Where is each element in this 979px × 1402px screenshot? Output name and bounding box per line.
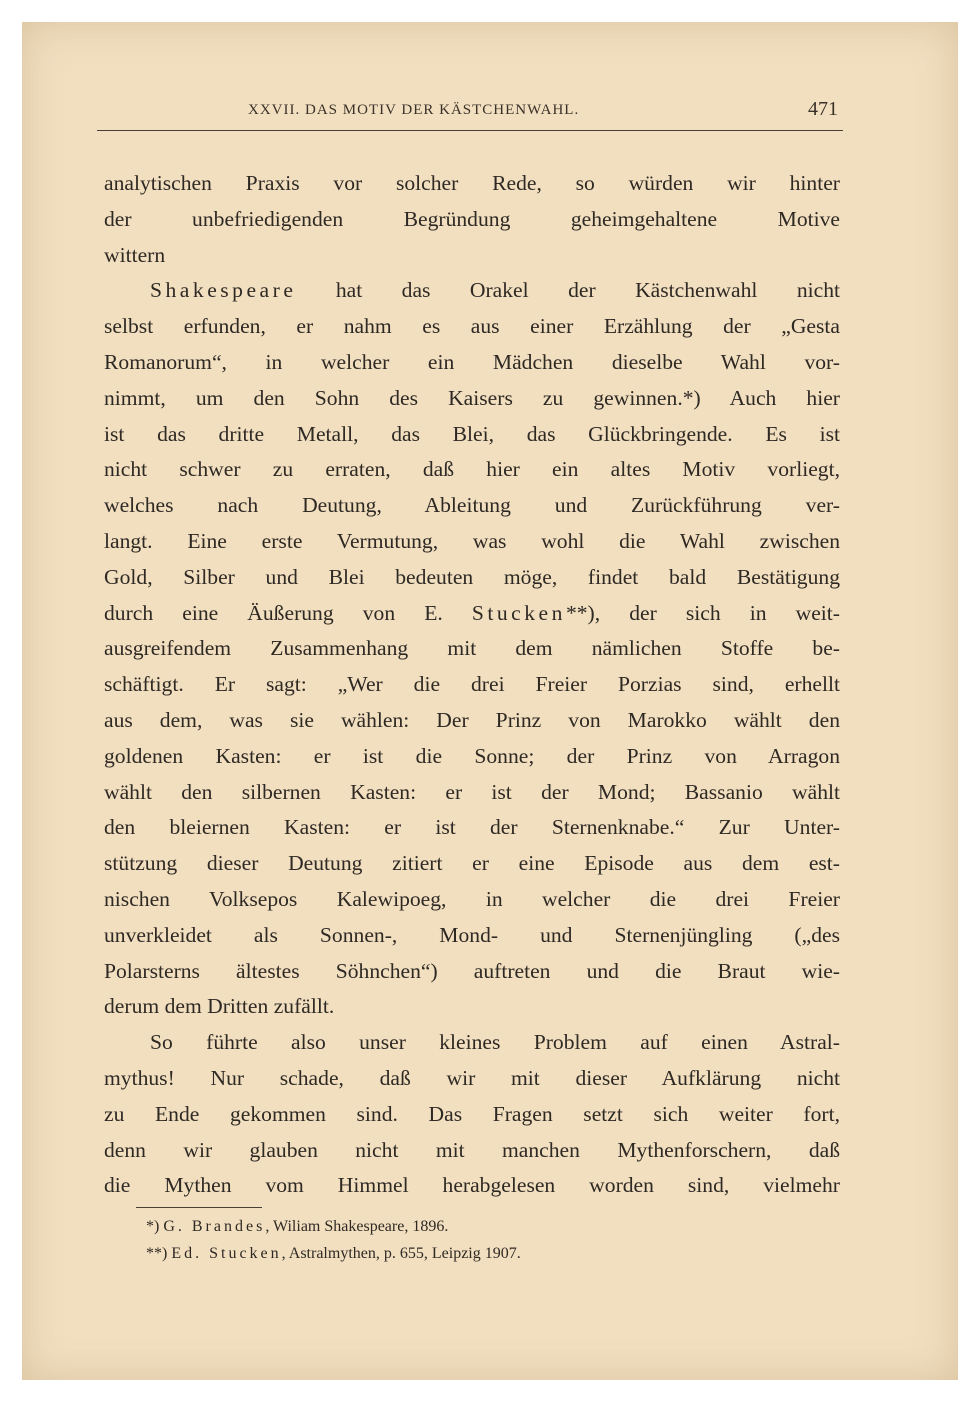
text-line: wählt den silbernen Kasten: er ist der Mond; Bassanio wählt bbox=[104, 779, 840, 804]
text-line: derum dem Dritten zufällt. bbox=[104, 994, 335, 1019]
text-line: analytischen Praxis vor solcher Rede, so würden wir hinter bbox=[104, 171, 840, 195]
text-segment: hat das Orakel der Kästchenwahl nicht bbox=[296, 278, 840, 303]
text-line: die Mythen vom Himmel herabgelesen worden sind, vielmehr bbox=[104, 1173, 840, 1198]
text-line: Gold, Silber und Blei bedeuten möge, findet bald Bestätigung bbox=[104, 564, 840, 589]
text-segment: durch eine Äußerung von E. bbox=[104, 600, 472, 625]
footnote-text: , Astralmythen, p. 655, Leipzig 1907. bbox=[281, 1245, 521, 1262]
text-line: unverkleidet als Sonnen-, Mond- und Sternenjüngling („des bbox=[104, 922, 840, 947]
text-line: goldenen Kasten: er ist die Sonne; der Prinz von Arragon bbox=[104, 743, 840, 768]
text-segment: **), der sich in weit- bbox=[565, 600, 840, 625]
footnote-marker: *) bbox=[146, 1218, 160, 1235]
text-line: aus dem, was sie wählen: Der Prinz von Marokko wählt den bbox=[104, 707, 840, 732]
text-line: mythus! Nur schade, daß wir mit dieser Aufklärung nicht bbox=[104, 1065, 840, 1090]
footnote-text: , Wiliam Shakespeare, 1896. bbox=[265, 1218, 449, 1235]
text-line: Romanorum“, in welcher ein Mädchen dieselbe Wahl vor- bbox=[104, 349, 840, 374]
text-line: selbst erfunden, er nahm es aus einer Erzählung der „Gesta bbox=[104, 314, 840, 339]
body-text bbox=[104, 166, 840, 1204]
text-line: denn wir glauben nicht mit manchen Mythenforschern, daß bbox=[104, 1137, 840, 1162]
page-number: 471 bbox=[808, 98, 838, 120]
text-line: So führte also unser kleines Problem auf einen Astral- bbox=[150, 1030, 840, 1055]
text-line: nischen Volksepos Kalewipoeg, in welcher die drei Freier bbox=[104, 886, 840, 911]
text-line: wittern bbox=[104, 242, 166, 267]
footnote-marker: **) bbox=[146, 1245, 168, 1262]
text-line: ausgreifendem Zusammenhang mit dem nämlichen Stoffe be- bbox=[104, 636, 840, 661]
footnote-rule bbox=[136, 1207, 262, 1208]
spaced-name: Shakespeare bbox=[150, 278, 297, 303]
text-line bbox=[104, 273, 840, 309]
text-line: welches nach Deutung, Ableitung und Zurückführung ver- bbox=[104, 493, 840, 518]
spaced-name: Stucken bbox=[471, 600, 566, 625]
running-header bbox=[100, 98, 842, 130]
footnotes bbox=[146, 1213, 766, 1267]
text-line: stützung dieser Deutung zitiert er eine Episode aus dem est- bbox=[104, 851, 840, 876]
text-line: zu Ende gekommen sind. Das Fragen setzt sich weiter fort, bbox=[104, 1101, 840, 1126]
text-line: nimmt, um den Sohn des Kaisers zu gewinnen.*) Auch hier bbox=[104, 385, 840, 410]
header-rule bbox=[97, 130, 843, 131]
text-line: ist das dritte Metall, das Blei, das Glückbringende. Es ist bbox=[104, 421, 840, 446]
text-line: den bleiernen Kasten: er ist der Sternenknabe.“ Zur Unter- bbox=[104, 815, 840, 840]
footnote bbox=[146, 1213, 766, 1240]
text-line: schäftigt. Er sagt: „Wer die drei Freier Porzias sind, erhellt bbox=[104, 672, 840, 697]
footnote-author: G. Brandes bbox=[163, 1218, 266, 1235]
text-line bbox=[104, 596, 840, 632]
footnote-author: Ed. Stucken bbox=[171, 1245, 282, 1262]
text-line: Polarsterns ältestes Söhnchen“) auftreten und die Braut wie- bbox=[104, 958, 840, 983]
text-line: langt. Eine erste Vermutung, was wohl die Wahl zwischen bbox=[104, 528, 840, 553]
text-line: der unbefriedigenden Begründung geheimgehaltene Motive bbox=[104, 206, 840, 231]
text-line: nicht schwer zu erraten, daß hier ein altes Motiv vorliegt, bbox=[104, 457, 840, 482]
footnote bbox=[146, 1240, 766, 1267]
chapter-title: XXVII. DAS MOTIV DER KÄSTCHENWAHL. bbox=[248, 102, 580, 118]
